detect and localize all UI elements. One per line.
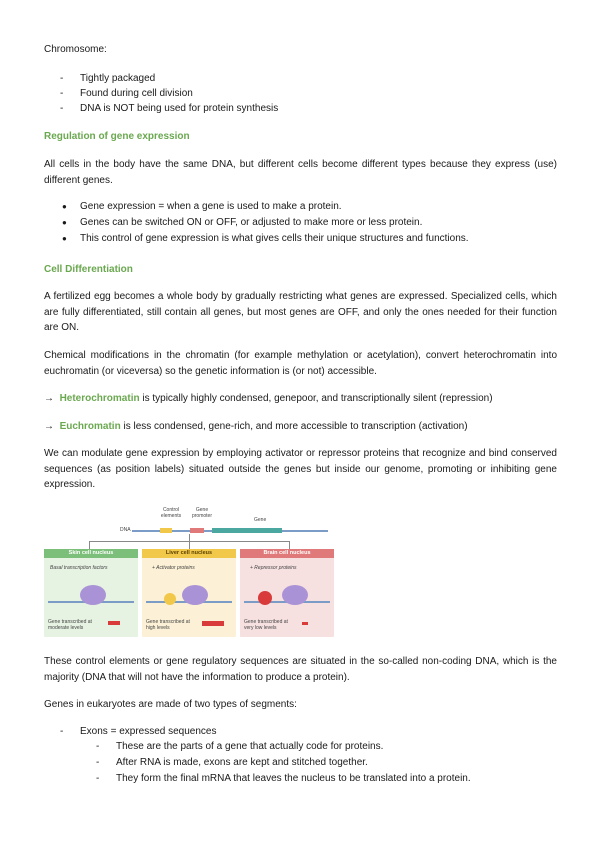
list-item bbox=[62, 216, 423, 230]
section-heading-regulation: Regulation of gene expression bbox=[44, 131, 190, 142]
transcription-complex bbox=[282, 585, 308, 605]
sub-list-item-text: They form the final mRNA that leaves the nucleus to be translated into a protein. bbox=[116, 773, 471, 784]
gene-expression-figure bbox=[44, 503, 334, 638]
panel-footnote: Gene transcribed at very low levels bbox=[244, 619, 288, 631]
bullet-marker: ● bbox=[62, 234, 67, 243]
level-arrow-icon bbox=[302, 622, 308, 625]
noncoding-para: These control elements or gene regulatory sequences are situated in the so-called non-coding DNA, which is the majority (DNA that will not have the information to produce a protein). bbox=[44, 656, 557, 683]
dash-marker: - bbox=[96, 773, 100, 784]
transcription-complex bbox=[182, 585, 208, 605]
panel-title: Skin cell nucleus bbox=[44, 549, 138, 558]
arrow-icon: → bbox=[44, 421, 54, 432]
list-item bbox=[60, 725, 217, 739]
euchromatin-term: Euchromatin bbox=[59, 421, 121, 432]
sub-list-item bbox=[96, 740, 384, 754]
bullet-marker: ● bbox=[62, 218, 67, 227]
section-heading-differentiation: Cell Differentiation bbox=[44, 264, 133, 275]
dash-marker: - bbox=[60, 103, 64, 114]
panel-subtitle: + Activator proteins bbox=[152, 565, 195, 571]
gene-label: Gene bbox=[254, 517, 267, 523]
promoter-element bbox=[190, 528, 204, 533]
sub-list-item-text: These are the parts of a gene that actually code for proteins. bbox=[116, 741, 384, 752]
list-item bbox=[62, 232, 469, 246]
differentiation-para3: We can modulate gene expression by employing activator or repressor proteins that recognize and bind conserved sequences (as position labels) situated outside the genes but inside our genome, promoting or inhibiting gene expression. bbox=[44, 448, 557, 490]
gene-element bbox=[212, 528, 282, 533]
differentiation-para1: A fertilized egg becomes a whole body by gradually restricting what genes are expressed. Specialized cells, which are fully differentiated, still contain all genes, but most genes are OFF, and only the ones needed for their function are ON. bbox=[44, 291, 557, 333]
heterochromatin-desc: is typically highly condensed, genepoor, and transcriptionally silent (repression) bbox=[139, 393, 493, 404]
sub-list-item bbox=[96, 772, 471, 786]
bullet-marker: ● bbox=[62, 202, 67, 211]
connector-line bbox=[189, 534, 190, 549]
control-label: Control elements bbox=[160, 507, 182, 519]
dash-marker: - bbox=[96, 741, 100, 752]
panel-title: Brain cell nucleus bbox=[240, 549, 334, 558]
panel-title: Liver cell nucleus bbox=[142, 549, 236, 558]
list-item-text: Exons = expressed sequences bbox=[80, 726, 217, 737]
level-arrow-icon bbox=[202, 621, 224, 626]
dash-marker: - bbox=[96, 757, 100, 768]
dash-marker: - bbox=[60, 88, 64, 99]
panel-subtitle: Basal transcription factors bbox=[50, 565, 108, 571]
regulation-intro: All cells in the body have the same DNA, but different cells become different types because they express (use) different genes. bbox=[44, 159, 557, 186]
panel-subtitle: + Repressor proteins bbox=[250, 565, 297, 571]
panel-footnote: Gene transcribed at high levels bbox=[146, 619, 190, 631]
list-item-text: Found during cell division bbox=[80, 88, 193, 99]
list-item bbox=[60, 102, 279, 116]
activator-protein bbox=[164, 593, 176, 605]
list-item bbox=[62, 200, 342, 214]
heterochromatin-term: Heterochromatin bbox=[59, 393, 140, 404]
heterochromatin-line bbox=[44, 391, 557, 407]
level-arrow-icon bbox=[108, 621, 120, 625]
list-item-text: Genes can be switched ON or OFF, or adjusted to make more or less protein. bbox=[80, 217, 423, 228]
genes-intro: Genes in eukaryotes are made of two types of segments: bbox=[44, 699, 297, 710]
brain-cell-panel bbox=[240, 549, 334, 637]
list-item bbox=[60, 87, 193, 101]
euchromatin-line bbox=[44, 419, 557, 435]
list-item-text: Tightly packaged bbox=[80, 73, 156, 84]
transcription-complex bbox=[80, 585, 106, 605]
dash-marker: - bbox=[60, 73, 64, 84]
sub-list-item bbox=[96, 756, 368, 770]
differentiation-para2: Chemical modifications in the chromatin (for example methylation or acetylation), convert heterochromatin into euchromatin (or viceversa) so the genetic information is (or not) accessible. bbox=[44, 350, 557, 377]
list-item-text: DNA is NOT being used for protein synthesis bbox=[80, 103, 279, 114]
panel-footnote: Gene transcribed at moderate levels bbox=[48, 619, 92, 631]
connector-line bbox=[89, 541, 90, 549]
euchromatin-desc: is less condensed, gene-rich, and more accessible to transcription (activation) bbox=[120, 421, 468, 432]
control-element bbox=[160, 528, 172, 533]
dna-label: DNA bbox=[120, 527, 131, 533]
list-item-text: This control of gene expression is what gives cells their unique structures and functions. bbox=[80, 233, 469, 244]
liver-cell-panel bbox=[142, 549, 236, 637]
repressor-protein bbox=[258, 591, 272, 605]
chromosome-title: Chromosome: bbox=[44, 44, 107, 55]
skin-cell-panel bbox=[44, 549, 138, 637]
list-item-text: Gene expression = when a gene is used to make a protein. bbox=[80, 201, 342, 212]
connector-line bbox=[289, 541, 290, 549]
promoter-label: Gene promoter bbox=[191, 507, 212, 519]
list-item bbox=[60, 72, 156, 86]
sub-list-item-text: After RNA is made, exons are kept and stitched together. bbox=[116, 757, 368, 768]
arrow-icon: → bbox=[44, 393, 54, 404]
dash-marker: - bbox=[60, 726, 64, 737]
